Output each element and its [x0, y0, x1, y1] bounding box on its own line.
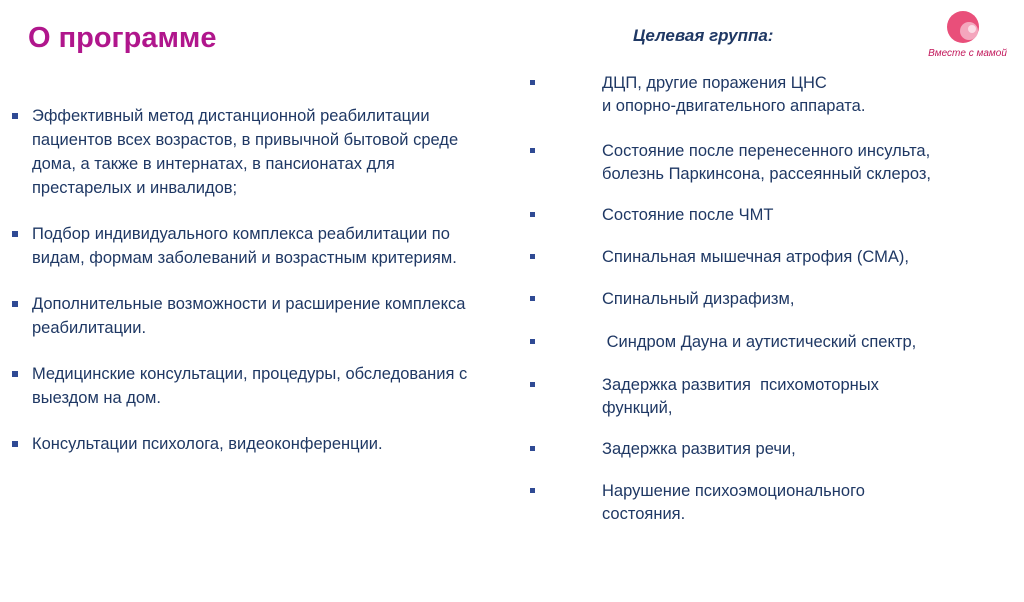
bullet-icon: [530, 382, 535, 387]
target-item-line2: болезнь Паркинсона, рассеянный склероз,: [602, 165, 932, 183]
program-item-text: Подбор индивидуального комплекса реабилитации по видам, формам заболеваний и возрастным критериям.: [32, 225, 457, 267]
bullet-icon: [12, 371, 18, 377]
target-item-line2: функций,: [602, 399, 673, 417]
target-item-line1: Спинальная мышечная атрофия (СМА),: [602, 248, 909, 266]
page-title: О программе: [28, 22, 217, 54]
program-item-text: Дополнительные возможности и расширение комплекса реабилитации.: [32, 295, 466, 337]
target-item-line1: ДЦП, другие поражения ЦНС: [602, 74, 827, 92]
bullet-icon: [530, 148, 535, 153]
bullet-icon: [12, 441, 18, 447]
logo-text: Вместе с мамой: [928, 48, 1007, 59]
target-group-list: [520, 72, 990, 526]
target-item-line1: Задержка развития психомоторных: [602, 376, 879, 394]
target-group-item: [520, 438, 990, 461]
bullet-icon: [12, 231, 18, 237]
bullet-icon: [530, 254, 535, 259]
target-group-item: [520, 331, 990, 354]
target-item-line1: Задержка развития речи,: [602, 440, 796, 458]
target-item-line1: Состояние после перенесенного инсульта,: [602, 142, 931, 160]
target-group-item: [520, 480, 990, 526]
logo-mark-icon: [925, 8, 1010, 50]
target-item-line1: Синдром Дауна и аутистический спектр,: [602, 333, 917, 351]
target-group-item: [520, 374, 990, 420]
program-item: [10, 432, 490, 456]
target-group-item: [520, 288, 990, 311]
target-item-line1: Спинальный дизрафизм,: [602, 290, 795, 308]
target-group-item: [520, 140, 990, 186]
target-group-item: [520, 246, 990, 269]
program-item-text: Медицинские консультации, процедуры, обследования с выездом на дом.: [32, 365, 468, 407]
bullet-icon: [12, 113, 18, 119]
target-item-line2: состояния.: [602, 505, 686, 523]
bullet-icon: [530, 80, 535, 85]
program-item: [10, 292, 490, 340]
bullet-icon: [530, 446, 535, 451]
target-group-title: Целевая группа:: [633, 26, 774, 45]
bullet-icon: [12, 301, 18, 307]
bullet-icon: [530, 212, 535, 217]
bullet-icon: [530, 488, 535, 493]
program-item-text: Эффективный метод дистанционной реабилитации пациентов всех возрастов, в привычной бытовой среде дома, а также в интернатах, в пансионатах для престарелых и инвалидов;: [32, 107, 459, 197]
target-item-line1: Состояние после ЧМТ: [602, 206, 774, 224]
target-group-item: [520, 72, 990, 118]
target-item-line1: Нарушение психоэмоционального: [602, 482, 865, 500]
target-item-line2: и опорно-двигательного аппарата.: [602, 97, 866, 115]
program-item: [10, 104, 490, 200]
program-item: [10, 222, 490, 270]
program-item-text: Консультации психолога, видеоконференции.: [32, 435, 383, 453]
program-list: [10, 104, 490, 478]
target-group-item: [520, 204, 990, 227]
bullet-icon: [530, 296, 535, 301]
bullet-icon: [530, 339, 535, 344]
program-item: [10, 362, 490, 410]
logo: [925, 8, 1010, 66]
